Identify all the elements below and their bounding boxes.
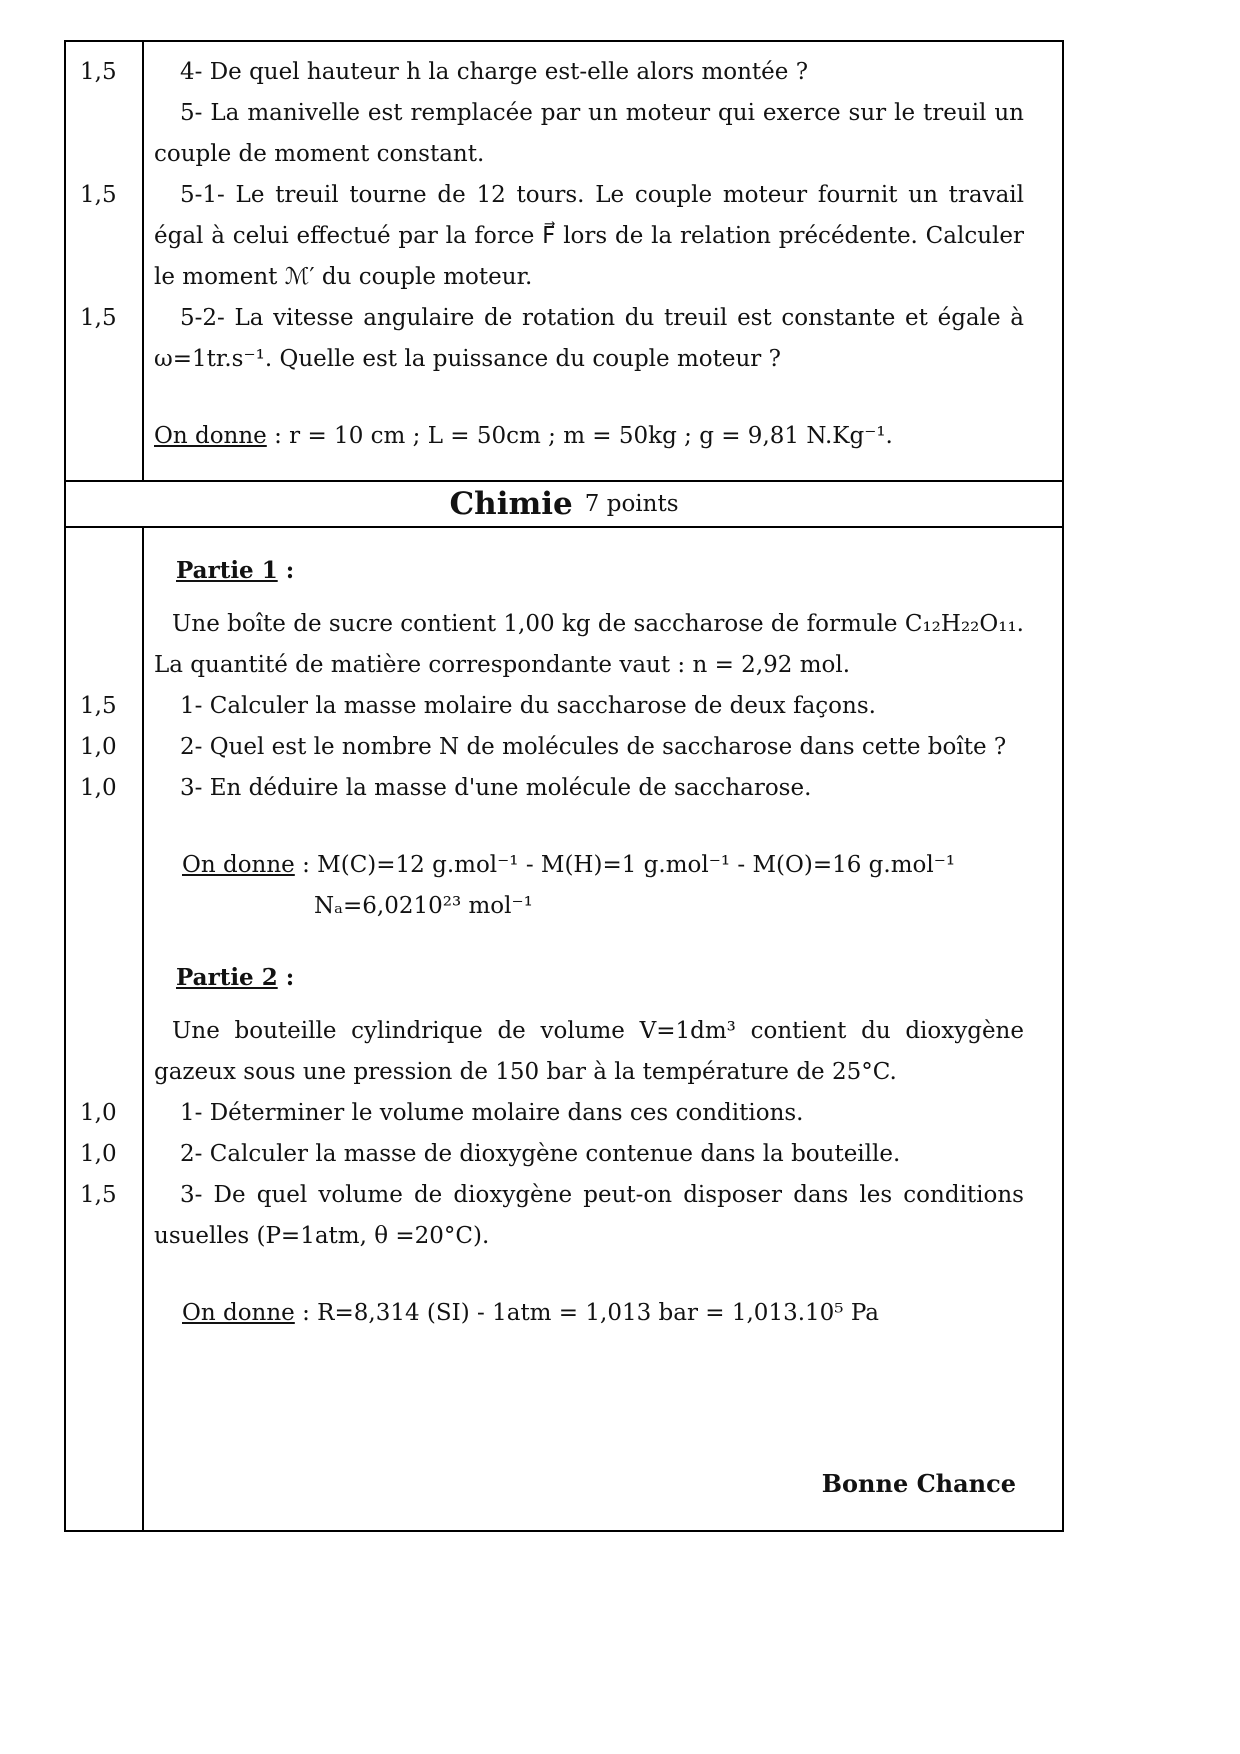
partie2-question-3 [80,1175,1062,1257]
partie2-label: Partie 2 [176,964,278,991]
chemistry-total-points: 7 points [584,491,679,517]
question-text: 5-1- Le treuil tourne de 12 tours. Le couple moteur fournit un travail égal à celui effectué par la force F⃗ lors de la relation précédente. Calculer le moment ℳ′ du couple moteur. [154,182,1024,290]
chemistry-header-row [66,480,1062,528]
physics-question-5-2 [80,298,1062,380]
question-text: 1- Déterminer le volume molaire dans ces conditions. [180,1100,804,1126]
given-data-values: : R=8,314 (SI) - 1atm = 1,013 bar = 1,013.10⁵ Pa [294,1300,879,1326]
given-data-label: On donne [154,423,267,449]
partie1-heading [154,550,1062,592]
physics-section [66,42,1062,480]
partie1-question-2 [80,727,1062,768]
question-text: 4- De quel hauteur h la charge est-elle alors montée ? [180,59,809,85]
physics-given-data [154,416,1062,457]
points-column-divider [142,42,144,480]
question-text: 5- La manivelle est remplacée par un moteur qui exerce sur le treuil un couple de moment constant. [154,100,1024,167]
points-value: 1,5 [80,693,117,719]
given-data-label: On donne [182,1300,295,1326]
exam-table-frame [64,40,1064,1532]
partie1-question-1 [80,686,1062,727]
partie1-intro: Une boîte de sucre contient 1,00 kg de saccharose de formule C₁₂H₂₂O₁₁. La quantité de matière correspondante vaut : n = 2,92 mol. [154,611,1024,678]
given-data-values: : M(C)=12 g.mol⁻¹ - M(H)=1 g.mol⁻¹ - M(O)=16 g.mol⁻¹ [294,852,956,878]
partie1-given-data [154,845,1062,886]
chemistry-title: Chimie [449,486,573,522]
points-value: 1,5 [80,59,117,85]
partie1-question-3 [80,768,1062,809]
partie1-label-suffix: : [277,557,295,584]
points-value: 1,0 [80,1141,117,1167]
question-text: 2- Calculer la masse de dioxygène contenue dans la bouteille. [180,1141,901,1167]
points-value: 1,5 [80,305,117,331]
physics-question-5 [154,93,1062,175]
physics-question-5-1 [80,175,1062,298]
question-text: 2- Quel est le nombre N de molécules de saccharose dans cette boîte ? [180,734,1007,760]
partie2-given-data [154,1293,1062,1334]
question-text: 5-2- La vitesse angulaire de rotation du treuil est constante et égale à ω=1tr.s⁻¹. Quelle est la puissance du couple moteur ? [154,305,1024,372]
partie1-label: Partie 1 [176,557,278,584]
question-text: 3- En déduire la masse d'une molécule de saccharose. [180,775,812,801]
partie1-given-data-line2: Nₐ=6,0210²³ mol⁻¹ [314,893,533,919]
partie2-heading [154,957,1062,999]
question-text: 1- Calculer la masse molaire du saccharose de deux façons. [180,693,876,719]
partie2-question-1 [80,1093,1062,1134]
points-value: 1,5 [80,1182,117,1208]
partie2-question-2 [80,1134,1062,1175]
physics-question-4 [80,52,1062,93]
good-luck-message: Bonne Chance [821,1469,1016,1498]
points-value: 1,5 [80,182,117,208]
points-value: 1,0 [80,734,117,760]
partie2-intro: Une bouteille cylindrique de volume V=1dm³ contient du dioxygène gazeux sous une pression de 150 bar à la température de 25°C. [154,1018,1024,1085]
points-value: 1,0 [80,775,117,801]
partie2-label-suffix: : [277,964,295,991]
given-data-label: On donne [182,852,295,878]
chemistry-section [66,528,1062,1530]
points-column-divider [142,528,144,1530]
points-value: 1,0 [80,1100,117,1126]
given-data-values: : r = 10 cm ; L = 50cm ; m = 50kg ; g = 9,81 N.Kg⁻¹. [266,423,893,449]
question-text: 3- De quel volume de dioxygène peut-on disposer dans les conditions usuelles (P=1atm, θ =20°C). [154,1182,1024,1249]
bottom-spacer [154,1334,1062,1463]
